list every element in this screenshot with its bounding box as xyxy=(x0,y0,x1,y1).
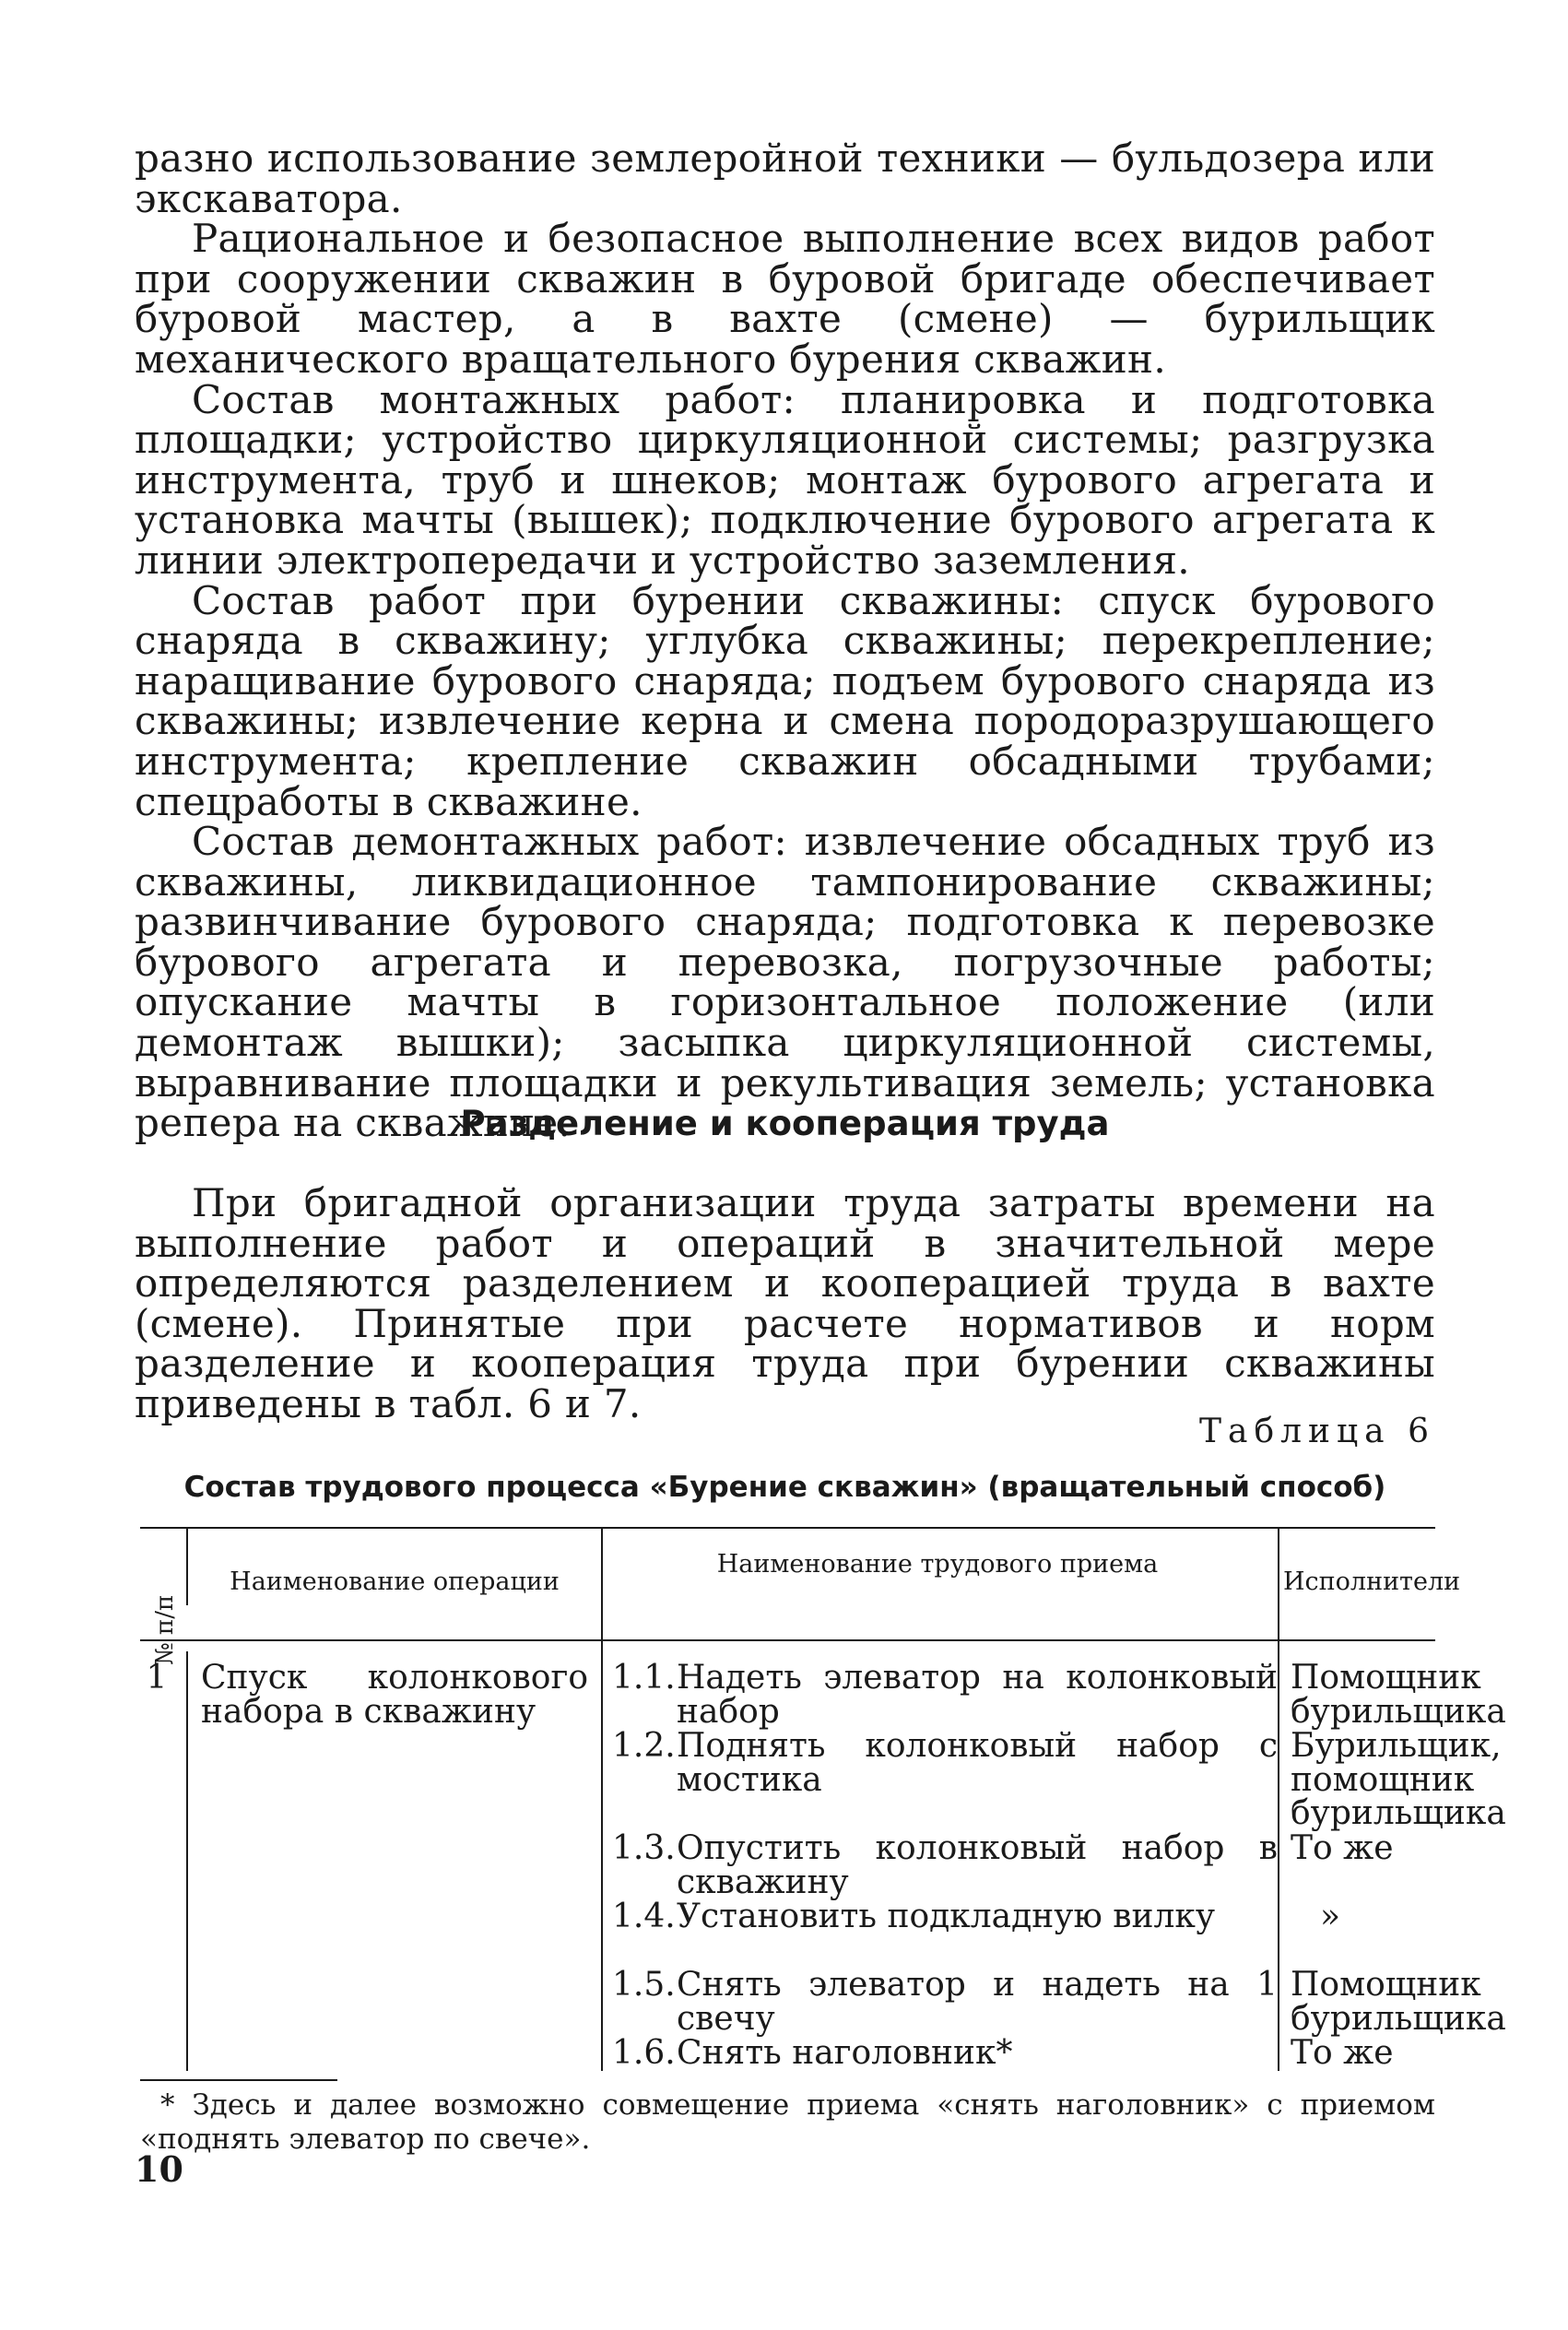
footnote-rule xyxy=(140,2079,337,2081)
col-divider-operation xyxy=(601,1527,603,2071)
col-divider-technique xyxy=(1278,1527,1279,2071)
body-text-section xyxy=(135,1180,1435,1426)
header-num: № п/п xyxy=(151,1594,179,1665)
body-text-top xyxy=(135,136,1435,1146)
technique-text: Опустить колонковый набор в скважину xyxy=(677,1829,1278,1901)
technique-text: Поднять колонковый набор с мостика xyxy=(677,1727,1278,1799)
technique-text: Снять наголовник* xyxy=(677,2034,1013,2072)
row-operation: Спуск колонкового набора в скважину xyxy=(201,1659,588,1731)
technique-num: 1.3. xyxy=(612,1829,676,1867)
executor-1-4: » xyxy=(1320,1898,1341,1935)
technique-1-2 xyxy=(612,1727,1278,1799)
executor-1-3: То же xyxy=(1291,1829,1394,1867)
executor-1-1: Помощник бурильщика xyxy=(1291,1659,1506,1731)
technique-num: 1.4. xyxy=(612,1898,676,1935)
section-paragraph: При бригадной организации труда затраты времени на выполнение работ и операций в значительной мере определяются разделением и кооперацией труда в вахте (смене). Принятые при расчете нормативов и норм разделение и кооперация труда при бурении скважины приведены в табл. 6 и 7. xyxy=(135,1180,1435,1426)
paragraph-5: Состав демонтажных работ: извлечение обсадных труб из скважины, ликвидационное тампонирование скважины; развинчивание бурового снаряда; подготовка к перевозке бурового агрегата и перевозка, погрузочные работы; опускание мачты в горизонтальное положение (или демонтаж вышки); засыпка циркуляционной системы, выравнивание площадки и рекультивация земель; установка репера на скважине. xyxy=(135,819,1435,1146)
technique-1-6 xyxy=(612,2034,1278,2072)
section-title: Разделение и кооперация труда xyxy=(460,1104,1110,1143)
col-divider-num-body xyxy=(186,1651,188,2071)
table-header-rule xyxy=(140,1639,1435,1641)
header-operation: Наименование операции xyxy=(230,1567,560,1596)
page-number: 10 xyxy=(135,2148,183,2190)
row-num: 1 xyxy=(146,1659,168,1697)
technique-1-3 xyxy=(612,1829,1278,1901)
technique-num: 1.6. xyxy=(612,2034,676,2072)
operations-table xyxy=(140,1527,1506,2072)
header-technique: Наименование трудового приема xyxy=(716,1550,1159,1579)
technique-text: Установить подкладную вилку xyxy=(677,1898,1216,1935)
technique-num: 1.1. xyxy=(612,1659,676,1697)
technique-1-5 xyxy=(612,1966,1278,2038)
table-caption: Состав трудового процесса «Бурение скважин» (вращательный способ) xyxy=(183,1471,1386,1504)
table-label: Таблица 6 xyxy=(1199,1413,1435,1450)
technique-num: 1.2. xyxy=(612,1727,676,1765)
footnote: * Здесь и далее возможно совмещение приема «снять наголовник» с приемом «поднять элеватор по свече». xyxy=(140,2088,1435,2156)
technique-text: Снять элеватор и надеть на 1 свечу xyxy=(677,1966,1278,2038)
col-divider-num-header xyxy=(186,1527,188,1605)
technique-1-1 xyxy=(612,1659,1278,1731)
header-executors: Исполнители xyxy=(1283,1567,1461,1596)
paragraph-1: разно использование землеройной техники — бульдозера или экскаватора. xyxy=(135,136,1435,221)
technique-num: 1.5. xyxy=(612,1966,676,2004)
paragraph-4: Состав работ при бурении скважины: спуск бурового снаряда в скважину; углубка скважины; перекрепление; наращивание бурового снаряда; подъем бурового снаряда из скважины; извлечение керна и смена породоразрушающего инструмента; крепление скважин обсадными трубами; спецработы в скважине. xyxy=(135,577,1435,824)
technique-1-4 xyxy=(612,1900,1278,1934)
paragraph-3: Состав монтажных работ: планировка и подготовка площадки; устройство циркуляционной системы; разгрузка инструмента, труб и шнеков; монтаж бурового агрегата и установка мачты (вышек); подключение бурового агрегата к линии электропередачи и устройство заземления. xyxy=(135,376,1435,583)
technique-text: Надеть элеватор на колонковый набор xyxy=(677,1659,1278,1731)
executor-1-5: Помощник бурильщика xyxy=(1291,1966,1506,2038)
executor-1-2: Бурильщик, помощник бурильщика xyxy=(1291,1727,1506,1833)
executor-1-6: То же xyxy=(1291,2034,1394,2072)
paragraph-2: Рациональное и безопасное выполнение всех видов работ при сооружении скважин в буровой бригаде обеспечивает буровой мастер, а в вахте (смене) — бурильщик механического вращательного бурения скважин. xyxy=(135,216,1435,382)
table-top-rule xyxy=(140,1527,1435,1529)
